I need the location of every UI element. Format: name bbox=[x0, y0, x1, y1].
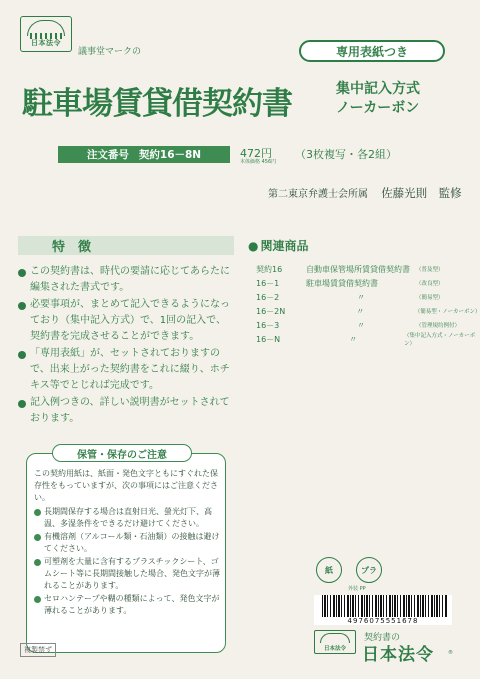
subtitle-line-1: 集中記入方式 bbox=[336, 81, 420, 97]
order-label: 注文番号 bbox=[86, 149, 129, 161]
related-item bbox=[254, 276, 480, 290]
related-code: 16－N bbox=[256, 334, 281, 344]
related-name: 〃 bbox=[349, 334, 358, 344]
related-name: 自動車保管場所賃貸借契約書 bbox=[306, 264, 410, 274]
registered-mark: ® bbox=[448, 650, 453, 656]
storage-item: 有機溶剤（アルコール類・石油類）の接触は避けてください。 bbox=[34, 531, 220, 555]
cover-badge: 専用表紙つき bbox=[299, 40, 445, 62]
product-subtitle bbox=[336, 80, 420, 118]
related-type: （簡易型） bbox=[416, 295, 444, 301]
supervisor-name: 佐藤光則 監修 bbox=[381, 186, 462, 200]
brand-tagline: 契約書の bbox=[364, 633, 401, 643]
supervisor bbox=[268, 185, 462, 201]
related-type: （改良型） bbox=[416, 281, 444, 287]
related-code: 契約16 bbox=[256, 264, 283, 274]
subtitle-line-2: ノーカーボン bbox=[336, 100, 420, 116]
storage-item: 可塑剤を大量に含有するプラスチックシート、ゴムシート等に長期間接触した場合、発色文字が薄れることがあります。 bbox=[34, 556, 220, 592]
copies-info: （3枚複写・各2組） bbox=[295, 148, 397, 161]
mark-caption: 議事堂マークの bbox=[78, 47, 142, 57]
copy-prohibited-label: 複製禁ず bbox=[20, 643, 56, 657]
product-title: 駐車場賃貸借契約書 bbox=[22, 86, 292, 122]
related-item bbox=[254, 304, 480, 318]
price-note: 本体価格 456円 bbox=[240, 159, 277, 165]
order-number: 契約16－8N bbox=[138, 149, 202, 161]
related-type: （簡易型・ノーカーボン） bbox=[414, 309, 480, 315]
brand-name: 日本法令 bbox=[362, 645, 434, 665]
barcode bbox=[314, 595, 452, 625]
brand-logo-top bbox=[20, 16, 72, 52]
related-name: 〃 bbox=[357, 292, 365, 302]
brand-logo-bottom bbox=[314, 630, 356, 654]
features-list bbox=[18, 264, 234, 428]
related-type: （普及型） bbox=[416, 267, 444, 273]
related-name: 〃 bbox=[357, 320, 365, 330]
related-type: （集中記入方式・ノーカーボン） bbox=[403, 333, 476, 347]
barcode-bars bbox=[322, 595, 448, 617]
feature-item: 「専用表紙」が、セットされておりますので、出来上がった契約書をこれに綴り、ホチキス等でとじれば完成です。 bbox=[18, 346, 234, 394]
barcode-number: 4976075551678 bbox=[314, 617, 452, 625]
related-name: 〃 bbox=[356, 306, 365, 316]
related-item bbox=[254, 262, 480, 276]
order-number-bar bbox=[58, 146, 230, 163]
storage-item: 長期間保存する場合は直射日光、螢光灯下、高温、多湿条件をできるだけ避けてください。 bbox=[34, 506, 220, 530]
features-heading: 特 徴 bbox=[18, 236, 234, 255]
logo-text-small: 日本法令 bbox=[323, 646, 346, 652]
related-item bbox=[254, 290, 480, 304]
feature-item: 必要事項が、まとめて記入できるようになっており（集中記入方式）で、1回の記入で、契約書を完成させることができます。 bbox=[18, 297, 234, 345]
related-code: 16－3 bbox=[256, 320, 280, 330]
related-item bbox=[254, 318, 480, 332]
supervisor-affiliation: 第二東京弁護士会所属 bbox=[268, 189, 368, 200]
related-name: 駐車場賃貸借契約書 bbox=[306, 278, 378, 288]
related-code: 16－2 bbox=[256, 292, 280, 302]
related-code: 16－2N bbox=[256, 306, 286, 316]
related-list bbox=[254, 262, 480, 346]
storage-list bbox=[34, 506, 220, 618]
plastic-recycle-icon: プラ bbox=[356, 557, 382, 583]
storage-item: セロハンテープや糊の種類によって、発色文字が薄れることがあります。 bbox=[34, 593, 220, 617]
storage-intro: この契約用紙は、紙面・発色文字ともにすぐれた保存性をもっていますが、次の事項にはご注意ください。 bbox=[34, 469, 218, 502]
related-code: 16－1 bbox=[256, 278, 280, 288]
logo-text: 日本法令 bbox=[31, 39, 61, 47]
paper-recycle-icon: 紙 bbox=[316, 557, 342, 583]
recycle-note: 外装 PP bbox=[348, 586, 366, 592]
feature-item: この契約書は、時代の要請に応じてあらたに編集された書式です。 bbox=[18, 264, 234, 296]
related-item bbox=[254, 332, 480, 346]
related-type: （管理規約例付） bbox=[416, 323, 461, 329]
feature-item: 記入例つきの、詳しい説明書がセットされております。 bbox=[18, 395, 234, 427]
storage-heading: 保管・保存のご注意 bbox=[52, 444, 192, 462]
price: 472円 bbox=[240, 147, 272, 160]
related-heading: ● 関連商品 bbox=[248, 237, 309, 254]
